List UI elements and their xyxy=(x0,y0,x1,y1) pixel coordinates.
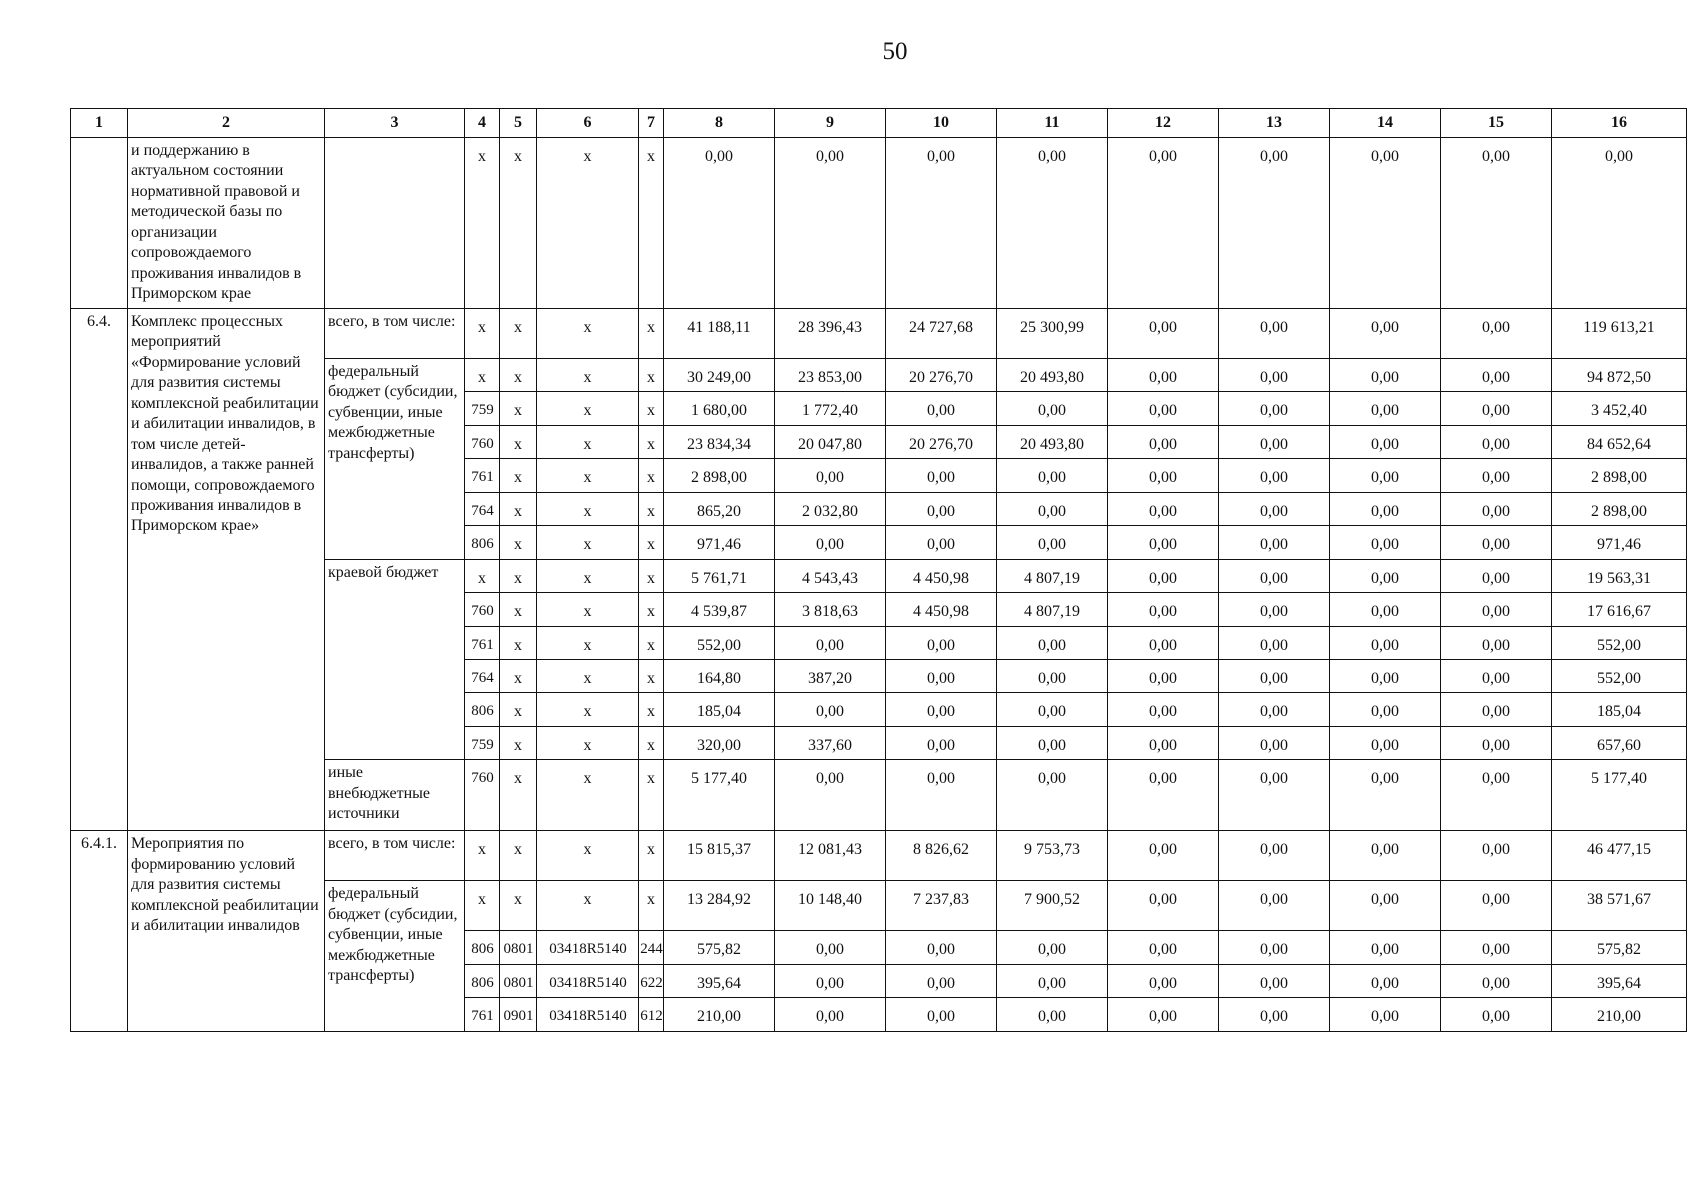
budget-code: x xyxy=(639,425,664,458)
budget-code: 761 xyxy=(465,626,500,659)
amount-cell: 5 177,40 xyxy=(664,760,775,831)
funding-source: федеральный бюджет (субсидии, субвенции, иные межбюджетные трансферты) xyxy=(325,881,465,1031)
amount-cell: 552,00 xyxy=(1552,659,1687,692)
budget-code: x xyxy=(500,392,537,425)
col-header: 10 xyxy=(886,109,997,138)
budget-code: 764 xyxy=(465,492,500,525)
amount-cell: 0,00 xyxy=(997,459,1108,492)
budget-code: 612 xyxy=(639,998,664,1031)
budget-code: x xyxy=(500,831,537,881)
amount-cell: 0,00 xyxy=(997,726,1108,759)
budget-code: x xyxy=(537,626,639,659)
budget-code: x xyxy=(537,526,639,559)
budget-code: x xyxy=(537,308,639,358)
amount-cell: 210,00 xyxy=(1552,998,1687,1031)
col-header: 14 xyxy=(1330,109,1441,138)
amount-cell: 0,00 xyxy=(1108,881,1219,931)
amount-cell: 0,00 xyxy=(997,964,1108,997)
amount-cell: 20 493,80 xyxy=(997,358,1108,391)
amount-cell: 0,00 xyxy=(886,931,997,964)
row-number: 6.4. xyxy=(71,308,128,831)
budget-code: x xyxy=(500,308,537,358)
amount-cell: 0,00 xyxy=(1441,425,1552,458)
amount-cell: 395,64 xyxy=(1552,964,1687,997)
budget-code: 03418R5140 xyxy=(537,931,639,964)
col-header: 4 xyxy=(465,109,500,138)
amount-cell: 0,00 xyxy=(664,138,775,309)
budget-code: 761 xyxy=(465,998,500,1031)
amount-cell: 0,00 xyxy=(1108,308,1219,358)
amount-cell: 0,00 xyxy=(997,526,1108,559)
amount-cell: 2 898,00 xyxy=(664,459,775,492)
budget-code: x xyxy=(639,392,664,425)
amount-cell: 23 834,34 xyxy=(664,425,775,458)
col-header: 15 xyxy=(1441,109,1552,138)
amount-cell: 0,00 xyxy=(1441,693,1552,726)
amount-cell: 4 807,19 xyxy=(997,559,1108,592)
funding-source: всего, в том числе: xyxy=(325,831,465,881)
amount-cell: 41 188,11 xyxy=(664,308,775,358)
funding-source: всего, в том числе: xyxy=(325,308,465,358)
amount-cell: 24 727,68 xyxy=(886,308,997,358)
amount-cell: 9 753,73 xyxy=(997,831,1108,881)
amount-cell: 0,00 xyxy=(1330,559,1441,592)
amount-cell: 0,00 xyxy=(1108,593,1219,626)
amount-cell: 575,82 xyxy=(664,931,775,964)
amount-cell: 12 081,43 xyxy=(775,831,886,881)
budget-code: x xyxy=(639,831,664,881)
amount-cell: 0,00 xyxy=(1108,559,1219,592)
col-header: 13 xyxy=(1219,109,1330,138)
amount-cell: 0,00 xyxy=(1330,998,1441,1031)
budget-code: 764 xyxy=(465,659,500,692)
amount-cell: 17 616,67 xyxy=(1552,593,1687,626)
budget-code: 0901 xyxy=(500,998,537,1031)
col-header: 9 xyxy=(775,109,886,138)
amount-cell: 5 761,71 xyxy=(664,559,775,592)
amount-cell: 0,00 xyxy=(1108,138,1219,309)
amount-cell: 0,00 xyxy=(1108,831,1219,881)
budget-code: 759 xyxy=(465,726,500,759)
amount-cell: 10 148,40 xyxy=(775,881,886,931)
amount-cell: 0,00 xyxy=(886,138,997,309)
budget-code: 03418R5140 xyxy=(537,998,639,1031)
amount-cell: 1 772,40 xyxy=(775,392,886,425)
amount-cell: 0,00 xyxy=(1441,626,1552,659)
amount-cell: 0,00 xyxy=(1219,693,1330,726)
amount-cell: 0,00 xyxy=(1219,726,1330,759)
amount-cell: 320,00 xyxy=(664,726,775,759)
budget-code: x xyxy=(500,138,537,309)
amount-cell: 0,00 xyxy=(886,760,997,831)
budget-code: x xyxy=(500,492,537,525)
amount-cell: 0,00 xyxy=(1441,459,1552,492)
amount-cell: 0,00 xyxy=(1108,659,1219,692)
budget-code: x xyxy=(639,358,664,391)
amount-cell: 4 539,87 xyxy=(664,593,775,626)
amount-cell: 0,00 xyxy=(1330,526,1441,559)
amount-cell: 0,00 xyxy=(886,998,997,1031)
amount-cell: 0,00 xyxy=(886,626,997,659)
amount-cell: 20 276,70 xyxy=(886,425,997,458)
amount-cell: 0,00 xyxy=(1330,760,1441,831)
col-header: 12 xyxy=(1108,109,1219,138)
budget-code: x xyxy=(537,831,639,881)
amount-cell: 0,00 xyxy=(1441,659,1552,692)
amount-cell: 971,46 xyxy=(1552,526,1687,559)
amount-cell: 0,00 xyxy=(775,626,886,659)
amount-cell: 0,00 xyxy=(1108,626,1219,659)
amount-cell: 185,04 xyxy=(1552,693,1687,726)
amount-cell: 0,00 xyxy=(775,998,886,1031)
budget-code: x xyxy=(639,659,664,692)
row-name: Комплекс процессных мероприятий «Формирование условий для развития системы комплексной реабилитации и абилитации инвалидов, в том числе детей-инвалидов, а также ранней помощи, сопровождаемого проживания инвалидов в Приморском крае» xyxy=(128,308,325,831)
amount-cell: 0,00 xyxy=(886,459,997,492)
amount-cell: 2 898,00 xyxy=(1552,492,1687,525)
amount-cell: 119 613,21 xyxy=(1552,308,1687,358)
amount-cell: 0,00 xyxy=(1330,693,1441,726)
amount-cell: 0,00 xyxy=(775,931,886,964)
amount-cell: 19 563,31 xyxy=(1552,559,1687,592)
budget-code: 760 xyxy=(465,760,500,831)
amount-cell: 164,80 xyxy=(664,659,775,692)
budget-code: x xyxy=(639,492,664,525)
budget-code: x xyxy=(465,559,500,592)
amount-cell: 4 450,98 xyxy=(886,593,997,626)
amount-cell: 0,00 xyxy=(1219,425,1330,458)
budget-code: 806 xyxy=(465,964,500,997)
amount-cell: 0,00 xyxy=(1441,831,1552,881)
amount-cell: 0,00 xyxy=(1108,964,1219,997)
budget-code: x xyxy=(537,659,639,692)
amount-cell: 0,00 xyxy=(1219,593,1330,626)
col-header: 3 xyxy=(325,109,465,138)
amount-cell: 0,00 xyxy=(886,392,997,425)
amount-cell: 0,00 xyxy=(1219,964,1330,997)
budget-code: x xyxy=(639,526,664,559)
amount-cell: 0,00 xyxy=(1219,308,1330,358)
amount-cell: 0,00 xyxy=(886,659,997,692)
amount-cell: 971,46 xyxy=(664,526,775,559)
amount-cell: 0,00 xyxy=(1108,425,1219,458)
budget-code: x xyxy=(500,726,537,759)
amount-cell: 0,00 xyxy=(1108,998,1219,1031)
amount-cell: 4 807,19 xyxy=(997,593,1108,626)
amount-cell: 84 652,64 xyxy=(1552,425,1687,458)
amount-cell: 0,00 xyxy=(1441,559,1552,592)
amount-cell: 0,00 xyxy=(1330,138,1441,309)
amount-cell: 38 571,67 xyxy=(1552,881,1687,931)
budget-code: x xyxy=(500,459,537,492)
budget-code: x xyxy=(465,308,500,358)
amount-cell: 0,00 xyxy=(1219,831,1330,881)
amount-cell: 7 900,52 xyxy=(997,881,1108,931)
col-header: 2 xyxy=(128,109,325,138)
budget-code: x xyxy=(537,425,639,458)
amount-cell: 3 818,63 xyxy=(775,593,886,626)
amount-cell: 0,00 xyxy=(997,626,1108,659)
amount-cell: 0,00 xyxy=(1219,760,1330,831)
budget-code: x xyxy=(465,881,500,931)
budget-code: x xyxy=(537,358,639,391)
row-number: 6.4.1. xyxy=(71,831,128,1031)
amount-cell: 4 450,98 xyxy=(886,559,997,592)
budget-code: x xyxy=(500,358,537,391)
amount-cell: 0,00 xyxy=(1441,308,1552,358)
amount-cell: 0,00 xyxy=(997,931,1108,964)
amount-cell: 46 477,15 xyxy=(1552,831,1687,881)
col-header: 6 xyxy=(537,109,639,138)
budget-code: x xyxy=(639,693,664,726)
budget-code: x xyxy=(537,881,639,931)
amount-cell: 0,00 xyxy=(886,726,997,759)
amount-cell: 0,00 xyxy=(997,659,1108,692)
budget-code: 759 xyxy=(465,392,500,425)
budget-code: 0801 xyxy=(500,964,537,997)
budget-code: x xyxy=(537,760,639,831)
amount-cell: 0,00 xyxy=(1330,459,1441,492)
amount-cell: 0,00 xyxy=(1330,492,1441,525)
amount-cell: 210,00 xyxy=(664,998,775,1031)
budget-code: x xyxy=(500,526,537,559)
budget-code: 244 xyxy=(639,931,664,964)
budget-code: 806 xyxy=(465,931,500,964)
amount-cell: 94 872,50 xyxy=(1552,358,1687,391)
amount-cell: 0,00 xyxy=(1330,964,1441,997)
funding-source xyxy=(325,138,465,309)
amount-cell: 0,00 xyxy=(886,492,997,525)
amount-cell: 7 237,83 xyxy=(886,881,997,931)
amount-cell: 0,00 xyxy=(775,693,886,726)
amount-cell: 0,00 xyxy=(1330,831,1441,881)
amount-cell: 13 284,92 xyxy=(664,881,775,931)
amount-cell: 0,00 xyxy=(1330,392,1441,425)
budget-code: x xyxy=(537,726,639,759)
budget-code: x xyxy=(465,138,500,309)
amount-cell: 0,00 xyxy=(1441,392,1552,425)
amount-cell: 0,00 xyxy=(775,526,886,559)
amount-cell: 0,00 xyxy=(1441,593,1552,626)
amount-cell: 0,00 xyxy=(1219,998,1330,1031)
amount-cell: 0,00 xyxy=(1330,726,1441,759)
budget-code: x xyxy=(500,593,537,626)
budget-code: 0801 xyxy=(500,931,537,964)
budget-code: x xyxy=(639,138,664,309)
amount-cell: 0,00 xyxy=(886,693,997,726)
amount-cell: 0,00 xyxy=(1330,358,1441,391)
amount-cell: 0,00 xyxy=(1219,526,1330,559)
amount-cell: 575,82 xyxy=(1552,931,1687,964)
amount-cell: 20 047,80 xyxy=(775,425,886,458)
amount-cell: 0,00 xyxy=(1441,881,1552,931)
col-header: 5 xyxy=(500,109,537,138)
amount-cell: 0,00 xyxy=(1330,626,1441,659)
amount-cell: 0,00 xyxy=(1219,459,1330,492)
amount-cell: 0,00 xyxy=(886,526,997,559)
amount-cell: 185,04 xyxy=(664,693,775,726)
budget-code: 03418R5140 xyxy=(537,964,639,997)
amount-cell: 0,00 xyxy=(1108,931,1219,964)
page-number: 50 xyxy=(882,38,908,65)
budget-code: x xyxy=(500,425,537,458)
amount-cell: 0,00 xyxy=(1441,998,1552,1031)
row-name: и поддержанию в актуальном состоянии нормативной правовой и методической базы по организации сопровождаемого проживания инвалидов в Приморском крае xyxy=(128,138,325,309)
amount-cell: 657,60 xyxy=(1552,726,1687,759)
amount-cell: 0,00 xyxy=(1219,138,1330,309)
col-header: 16 xyxy=(1552,109,1687,138)
budget-table xyxy=(70,108,1687,1032)
amount-cell: 552,00 xyxy=(1552,626,1687,659)
budget-code: x xyxy=(537,693,639,726)
amount-cell: 0,00 xyxy=(1219,492,1330,525)
amount-cell: 0,00 xyxy=(1219,559,1330,592)
amount-cell: 4 543,43 xyxy=(775,559,886,592)
budget-code: x xyxy=(537,593,639,626)
amount-cell: 0,00 xyxy=(1441,492,1552,525)
row-name: Мероприятия по формированию условий для развития системы комплексной реабилитации и абилитации инвалидов xyxy=(128,831,325,1031)
amount-cell: 0,00 xyxy=(1219,881,1330,931)
amount-cell: 20 493,80 xyxy=(997,425,1108,458)
amount-cell: 0,00 xyxy=(1441,358,1552,391)
budget-code: x xyxy=(639,881,664,931)
amount-cell: 387,20 xyxy=(775,659,886,692)
budget-code: 622 xyxy=(639,964,664,997)
budget-code: x xyxy=(537,138,639,309)
budget-code: 761 xyxy=(465,459,500,492)
budget-code: 760 xyxy=(465,593,500,626)
budget-code: x xyxy=(537,392,639,425)
budget-code: x xyxy=(639,559,664,592)
budget-code: x xyxy=(537,492,639,525)
amount-cell: 30 249,00 xyxy=(664,358,775,391)
amount-cell: 0,00 xyxy=(1441,760,1552,831)
amount-cell: 552,00 xyxy=(664,626,775,659)
budget-code: x xyxy=(537,459,639,492)
amount-cell: 15 815,37 xyxy=(664,831,775,881)
amount-cell: 5 177,40 xyxy=(1552,760,1687,831)
budget-code: x xyxy=(537,559,639,592)
amount-cell: 0,00 xyxy=(1108,693,1219,726)
amount-cell: 28 396,43 xyxy=(775,308,886,358)
amount-cell: 8 826,62 xyxy=(886,831,997,881)
amount-cell: 0,00 xyxy=(1330,881,1441,931)
amount-cell: 0,00 xyxy=(997,998,1108,1031)
budget-code: x xyxy=(639,308,664,358)
amount-cell: 0,00 xyxy=(1330,931,1441,964)
funding-source: федеральный бюджет (субсидии, субвенции, иные межбюджетные трансферты) xyxy=(325,358,465,559)
budget-code: x xyxy=(500,693,537,726)
amount-cell: 0,00 xyxy=(775,760,886,831)
amount-cell: 865,20 xyxy=(664,492,775,525)
header-row xyxy=(71,109,1687,138)
budget-code: x xyxy=(465,831,500,881)
budget-code: x xyxy=(500,626,537,659)
amount-cell: 0,00 xyxy=(1219,358,1330,391)
budget-code: x xyxy=(500,881,537,931)
amount-cell: 0,00 xyxy=(1441,138,1552,309)
funding-source: иные внебюджетные источники xyxy=(325,760,465,831)
amount-cell: 0,00 xyxy=(1552,138,1687,309)
amount-cell: 0,00 xyxy=(886,964,997,997)
budget-code: 806 xyxy=(465,526,500,559)
amount-cell: 0,00 xyxy=(997,492,1108,525)
amount-cell: 2 898,00 xyxy=(1552,459,1687,492)
amount-cell: 0,00 xyxy=(1108,726,1219,759)
table-row xyxy=(71,831,1687,881)
amount-cell: 0,00 xyxy=(1108,492,1219,525)
amount-cell: 0,00 xyxy=(775,138,886,309)
col-header: 8 xyxy=(664,109,775,138)
budget-code: x xyxy=(639,760,664,831)
amount-cell: 395,64 xyxy=(664,964,775,997)
amount-cell: 0,00 xyxy=(997,392,1108,425)
budget-code: x xyxy=(500,659,537,692)
funding-source: краевой бюджет xyxy=(325,559,465,760)
budget-code: x xyxy=(639,626,664,659)
budget-code: x xyxy=(465,358,500,391)
budget-code: x xyxy=(639,593,664,626)
amount-cell: 0,00 xyxy=(1219,392,1330,425)
amount-cell: 0,00 xyxy=(1330,659,1441,692)
amount-cell: 0,00 xyxy=(1108,459,1219,492)
budget-code: 806 xyxy=(465,693,500,726)
col-header: 7 xyxy=(639,109,664,138)
table-row xyxy=(71,308,1687,358)
amount-cell: 0,00 xyxy=(1441,964,1552,997)
budget-code: x xyxy=(639,459,664,492)
amount-cell: 20 276,70 xyxy=(886,358,997,391)
amount-cell: 0,00 xyxy=(1330,425,1441,458)
table-body xyxy=(71,138,1687,1032)
budget-code: 760 xyxy=(465,425,500,458)
amount-cell: 0,00 xyxy=(997,693,1108,726)
amount-cell: 337,60 xyxy=(775,726,886,759)
amount-cell: 0,00 xyxy=(1108,392,1219,425)
amount-cell: 0,00 xyxy=(1441,931,1552,964)
amount-cell: 0,00 xyxy=(1441,526,1552,559)
amount-cell: 1 680,00 xyxy=(664,392,775,425)
amount-cell: 0,00 xyxy=(1108,358,1219,391)
amount-cell: 0,00 xyxy=(775,459,886,492)
budget-code: x xyxy=(500,760,537,831)
amount-cell: 2 032,80 xyxy=(775,492,886,525)
budget-code: x xyxy=(639,726,664,759)
amount-cell: 0,00 xyxy=(997,138,1108,309)
amount-cell: 0,00 xyxy=(1108,760,1219,831)
table-row xyxy=(71,138,1687,309)
col-header: 1 xyxy=(71,109,128,138)
row-number xyxy=(71,138,128,309)
amount-cell: 0,00 xyxy=(997,760,1108,831)
amount-cell: 23 853,00 xyxy=(775,358,886,391)
col-header: 11 xyxy=(997,109,1108,138)
amount-cell: 3 452,40 xyxy=(1552,392,1687,425)
amount-cell: 0,00 xyxy=(1219,659,1330,692)
budget-code: x xyxy=(500,559,537,592)
amount-cell: 0,00 xyxy=(1441,726,1552,759)
amount-cell: 25 300,99 xyxy=(997,308,1108,358)
amount-cell: 0,00 xyxy=(1219,931,1330,964)
amount-cell: 0,00 xyxy=(1330,593,1441,626)
amount-cell: 0,00 xyxy=(775,964,886,997)
amount-cell: 0,00 xyxy=(1219,626,1330,659)
amount-cell: 0,00 xyxy=(1108,526,1219,559)
amount-cell: 0,00 xyxy=(1330,308,1441,358)
